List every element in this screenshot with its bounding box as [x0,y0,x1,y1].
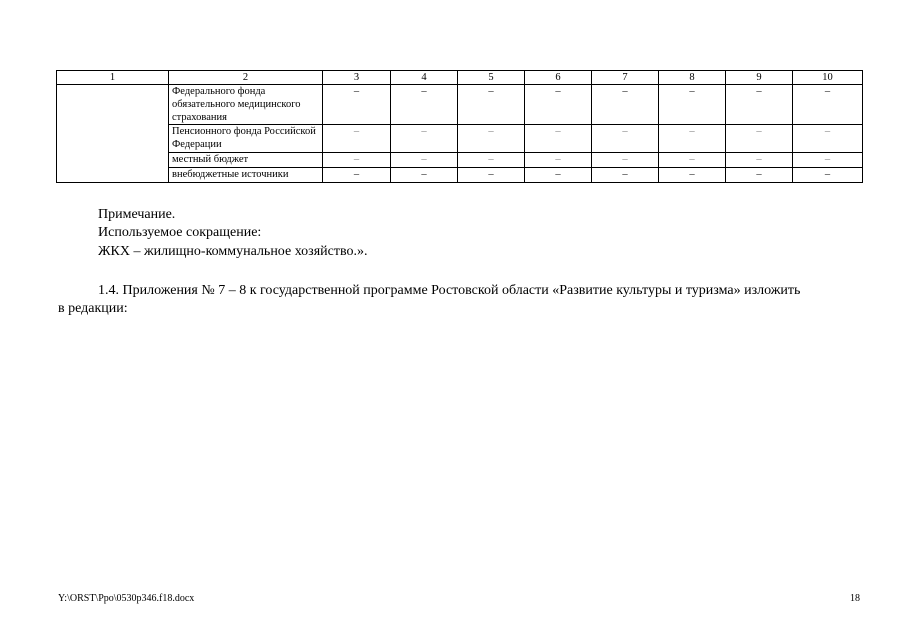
header-cell: 6 [525,71,592,85]
row-label: местный бюджет [169,153,323,168]
note-line: ЖКХ – жилищно-коммунальное хозяйство.». [98,244,368,259]
footer-file-path: Y:\ORST\Ppo\0530p346.f18.docx [58,593,195,604]
value-cell: – [391,168,458,183]
row-label: Пенсионного фонда Российской Федерации [169,125,323,153]
value-cell: – [391,85,458,125]
budget-table [56,70,863,183]
value-cell: – [726,153,793,168]
value-cell: – [659,153,726,168]
header-cell: 3 [323,71,391,85]
row-label: внебюджетные источники [169,168,323,183]
value-cell: – [592,85,659,125]
table-row [57,85,863,125]
value-cell: – [525,125,592,153]
header-cell: 4 [391,71,458,85]
value-cell: – [458,153,525,168]
value-cell: – [458,85,525,125]
table-row [57,125,863,153]
value-cell: – [726,168,793,183]
empty-cell [57,85,169,183]
header-cell: 8 [659,71,726,85]
header-cell: 7 [592,71,659,85]
value-cell: – [525,85,592,125]
value-cell: – [391,153,458,168]
value-cell: – [592,153,659,168]
paragraph-line: 1.4. Приложения № 7 – 8 к государственной программе Ростовской области «Развитие культуры и туризма» изложить [98,283,801,298]
header-cell: 2 [169,71,323,85]
value-cell: – [793,153,863,168]
row-label: Федерального фонда обязательного медицинского страхования [169,85,323,125]
paragraph-line: в редакции: [58,301,128,316]
value-cell: – [458,125,525,153]
note-title: Примечание. [98,207,176,222]
value-cell: – [592,125,659,153]
header-cell: 9 [726,71,793,85]
value-cell: – [726,85,793,125]
value-cell: – [659,85,726,125]
page-number: 18 [850,593,860,604]
value-cell: – [323,153,391,168]
value-cell: – [793,85,863,125]
value-cell: – [525,168,592,183]
value-cell: – [726,125,793,153]
note-line: Используемое сокращение: [98,225,262,240]
value-cell: – [793,168,863,183]
value-cell: – [793,125,863,153]
value-cell: – [458,168,525,183]
value-cell: – [391,125,458,153]
header-cell: 5 [458,71,525,85]
value-cell: – [323,125,391,153]
value-cell: – [592,168,659,183]
header-cell: 10 [793,71,863,85]
table-row [57,168,863,183]
value-cell: – [659,168,726,183]
table-row [57,153,863,168]
header-cell: 1 [57,71,169,85]
table-header-row [57,71,863,85]
value-cell: – [525,153,592,168]
value-cell: – [659,125,726,153]
value-cell: – [323,85,391,125]
value-cell: – [323,168,391,183]
